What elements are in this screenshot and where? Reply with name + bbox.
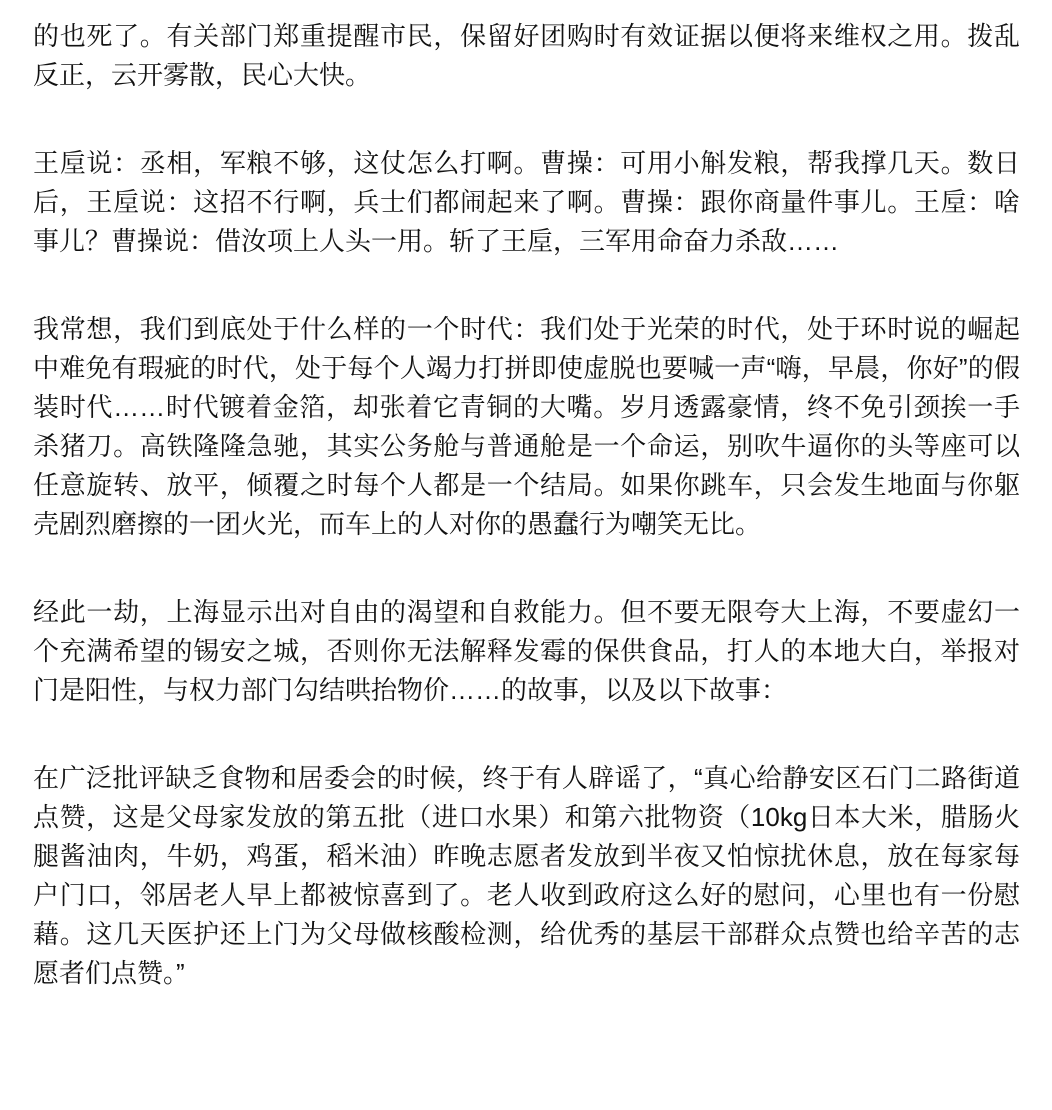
paragraph-1: 的也死了。有关部门郑重提醒市民，保留好团购时有效证据以便将来维权之用。拨乱反正，云开雾散，民心大快。	[33, 21, 1020, 90]
paragraph-3: 我常想，我们到底处于什么样的一个时代：我们处于光荣的时代，处于环时说的崛起中难免有瑕疵的时代，处于每个人竭力打拼即使虚脱也要喊一声“嗨，早晨，你好”的假装时代……时代镀着金箔，却张着它青铜的大嘴。岁月透露豪情，终不免引颈挨一手杀猪刀。高铁隆隆急驰，其实公务舱与普通舱是一个命运，别吹牛逼你的头等座可以任意旋转、放平，倾覆之时每个人都是一个结局。如果你跳车，只会发生地面与你躯壳剧烈磨擦的一团火光，而车上的人对你的愚蠢行为嘲笑无比。	[33, 314, 1020, 539]
paragraph-4: 经此一劫，上海显示出对自由的渴望和自救能力。但不要无限夸大上海，不要虚幻一个充满希望的锡安之城，否则你无法解释发霉的保供食品，打人的本地大白，举报对门是阳性，与权力部门勾结哄抬物价……的故事，以及以下故事：	[33, 597, 1020, 705]
paragraph-2: 王垕说：丞相，军粮不够，这仗怎么打啊。曹操：可用小斛发粮，帮我撑几天。数日后，王垕说：这招不行啊，兵士们都闹起来了啊。曹操：跟你商量件事儿。王垕：啥事儿？曹操说：借汝项上人头一用。斩了王垕，三军用命奋力杀敌……	[33, 148, 1020, 256]
paragraph-5: 在广泛批评缺乏食物和居委会的时候，终于有人辟谣了，“真心给静安区石门二路街道点赞，这是父母家发放的第五批（进口水果）和第六批物资（10kg日本大米，腊肠火腿酱油肉，牛奶，鸡蛋，稻米油）昨晚志愿者发放到半夜又怕惊扰休息，放在每家每户门口，邻居老人早上都被惊喜到了。老人收到政府这么好的慰问，心里也有一份慰藉。这几天医护还上门为父母做核酸检测，给优秀的基层干部群众点赞也给辛苦的志愿者们点赞。”	[33, 763, 1020, 988]
